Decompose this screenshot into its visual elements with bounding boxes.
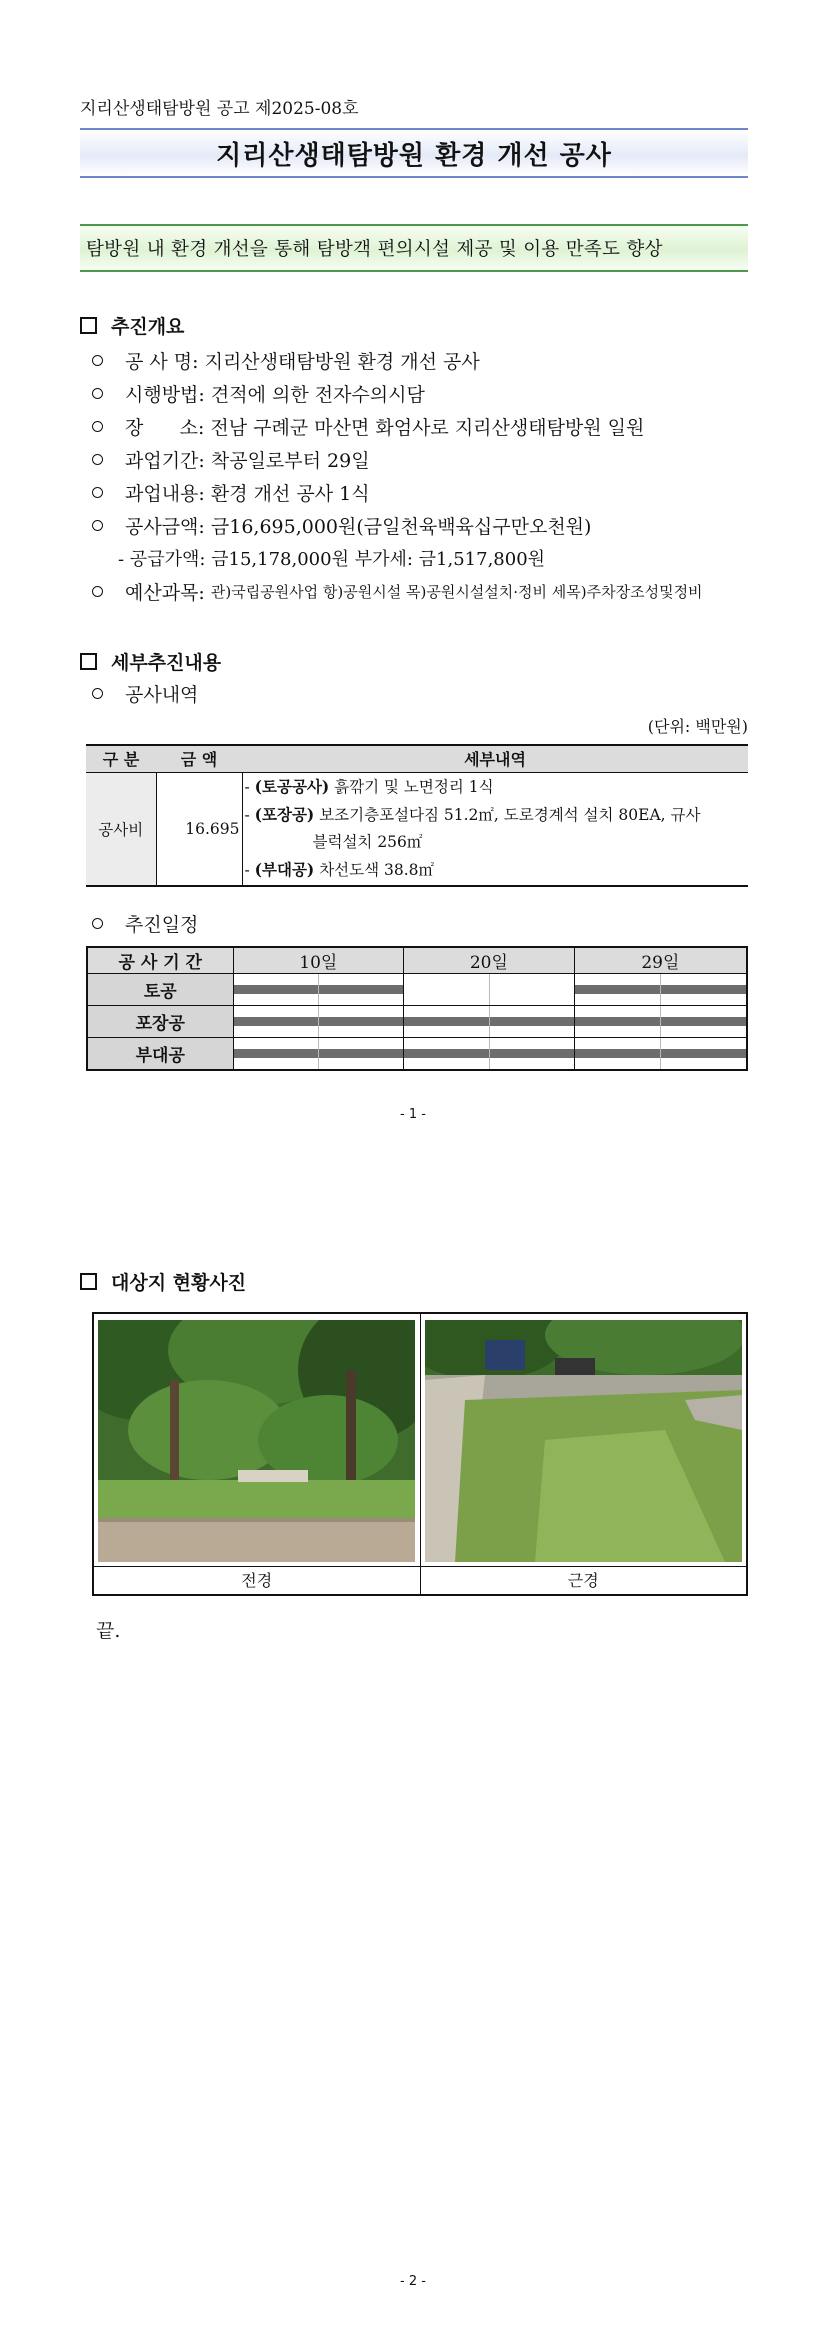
photo-overview (98, 1320, 415, 1562)
details-item-schedule: 추진일정 (92, 910, 198, 937)
detail-line: - (토공공사) 흙깎기 및 노면정리 1식 (244, 777, 494, 797)
circle-bullet-icon (92, 520, 103, 531)
schedule-bar (575, 1017, 661, 1026)
schedule-row-label: 포장공 (87, 1006, 233, 1038)
circle-bullet-icon (92, 586, 103, 597)
photo-caption-row (94, 1566, 746, 1594)
section-heading-overview: 추진개요 (80, 312, 184, 339)
square-bullet-icon (80, 1273, 97, 1290)
row-label: 공사비 (86, 772, 156, 886)
schedule-cell (574, 1006, 747, 1038)
overview-item-name: 공 사 명: 지리산생태탐방원 환경 개선 공사 (92, 347, 480, 374)
photo-divider (420, 1314, 421, 1566)
schedule-cell (233, 1038, 404, 1070)
schedule-bar (234, 985, 319, 994)
document-title-box (80, 128, 748, 178)
square-bullet-icon (80, 653, 97, 670)
photo-caption: 근경 (567, 1571, 599, 1590)
overview-item-period: 과업기간: 착공일로부터 29일 (92, 446, 370, 473)
schedule-col-header: 29일 (574, 947, 747, 974)
detail-line: - (포장공) 보조기층포설다짐 51.2㎡, 도로경계석 설치 80EA, 규사 (244, 805, 701, 825)
schedule-cell (574, 974, 747, 1006)
schedule-bar (489, 1017, 574, 1026)
schedule-table (86, 946, 748, 1071)
overview-sub-amount: - 공급가액: 금15,178,000원 부가세: 금1,517,800원 (118, 549, 546, 570)
schedule-col-header: 10일 (233, 947, 404, 974)
schedule-cell (233, 1006, 404, 1038)
detail-line: 블럭설치 256㎡ (312, 833, 423, 852)
overview-item-location: 장 소: 전남 구례군 마산면 화엄사로 지리산생태탐방원 일원 (92, 413, 644, 440)
schedule-bar (660, 1049, 746, 1058)
schedule-cell (574, 1038, 747, 1070)
schedule-gridline (660, 974, 661, 1005)
schedule-header-row (87, 947, 747, 974)
row-amount: 16.695 (156, 772, 242, 886)
schedule-row-label: 부대공 (87, 1038, 233, 1070)
schedule-bar (234, 1017, 319, 1026)
schedule-header-label: 공 사 기 간 (87, 947, 233, 974)
page-number: - 2 - (400, 2274, 426, 2289)
schedule-bar (660, 985, 746, 994)
schedule-bar (489, 1049, 574, 1058)
schedule-bar (575, 1049, 661, 1058)
work-detail-table (86, 744, 748, 887)
overview-item-method: 시행방법: 견적에 의한 전자수의시담 (92, 380, 425, 407)
schedule-gridline (489, 1038, 490, 1069)
circle-bullet-icon (92, 388, 103, 399)
schedule-bar (404, 1049, 489, 1058)
schedule-cell (404, 1006, 575, 1038)
schedule-row-label: 토공 (87, 974, 233, 1006)
schedule-gridline (489, 1006, 490, 1037)
photo-closeup (425, 1320, 742, 1562)
table-header-cell: 금 액 (156, 745, 242, 772)
details-item-work: 공사내역 (92, 680, 198, 707)
circle-bullet-icon (92, 421, 103, 432)
circle-bullet-icon (92, 355, 103, 366)
table-header-row (86, 745, 748, 772)
document-title: 지리산생태탐방원 환경 개선 공사 (216, 140, 612, 171)
schedule-gridline (318, 1038, 319, 1069)
schedule-gridline (660, 1006, 661, 1037)
schedule-cell (233, 974, 404, 1006)
circle-bullet-icon (92, 487, 103, 498)
overview-item-budget: 예산과목: 관)국립공원사업 항)공원시설 목)공원시설설치·정비 세목)주차장조성및정비 (92, 578, 703, 605)
table-header-cell: 구 분 (86, 745, 156, 772)
table-header-cell: 세부내역 (242, 745, 748, 772)
schedule-bar (575, 985, 661, 994)
schedule-cell (404, 974, 575, 1006)
overview-item-content: 과업내용: 환경 개선 공사 1식 (92, 479, 370, 506)
square-bullet-icon (80, 317, 97, 334)
overview-item-amount: 공사금액: 금16,695,000원(금일천육백육십구만오천원) (92, 512, 591, 539)
photo-caption: 전경 (94, 1567, 421, 1594)
circle-bullet-icon (92, 918, 103, 929)
schedule-bar (660, 1017, 746, 1026)
schedule-bar (318, 985, 403, 994)
schedule-gridline (318, 974, 319, 1005)
circle-bullet-icon (92, 454, 103, 465)
schedule-gridline (489, 974, 490, 1005)
schedule-bar (318, 1017, 403, 1026)
page-number: - 1 - (400, 1107, 426, 1122)
schedule-bar (234, 1049, 319, 1058)
schedule-row (87, 1006, 747, 1038)
schedule-bar (404, 1017, 489, 1026)
schedule-row (87, 974, 747, 1006)
detail-line: - (부대공) 차선도색 38.8㎡ (244, 860, 435, 880)
schedule-row (87, 1038, 747, 1070)
page-2 (0, 1168, 826, 2336)
schedule-bar (318, 1049, 403, 1058)
section-heading-details: 세부추진내용 (80, 648, 221, 675)
schedule-cell (404, 1038, 575, 1070)
notice-number: 지리산생태탐방원 공고 제2025-08호 (80, 99, 359, 119)
row-details (242, 772, 748, 886)
schedule-gridline (318, 1006, 319, 1037)
schedule-gridline (660, 1038, 661, 1069)
photo-table (92, 1312, 748, 1596)
section-heading-photos: 대상지 현황사진 (80, 1268, 246, 1295)
unit-label: (단위: 백만원) (647, 717, 748, 736)
schedule-col-header: 20일 (404, 947, 575, 974)
goal-text: 탐방원 내 환경 개선을 통해 탐방객 편의시설 제공 및 이용 만족도 향상 (86, 239, 663, 260)
table-row (86, 772, 748, 886)
end-mark: 끝. (96, 1620, 121, 1642)
goal-box (80, 224, 748, 272)
circle-bullet-icon (92, 688, 103, 699)
